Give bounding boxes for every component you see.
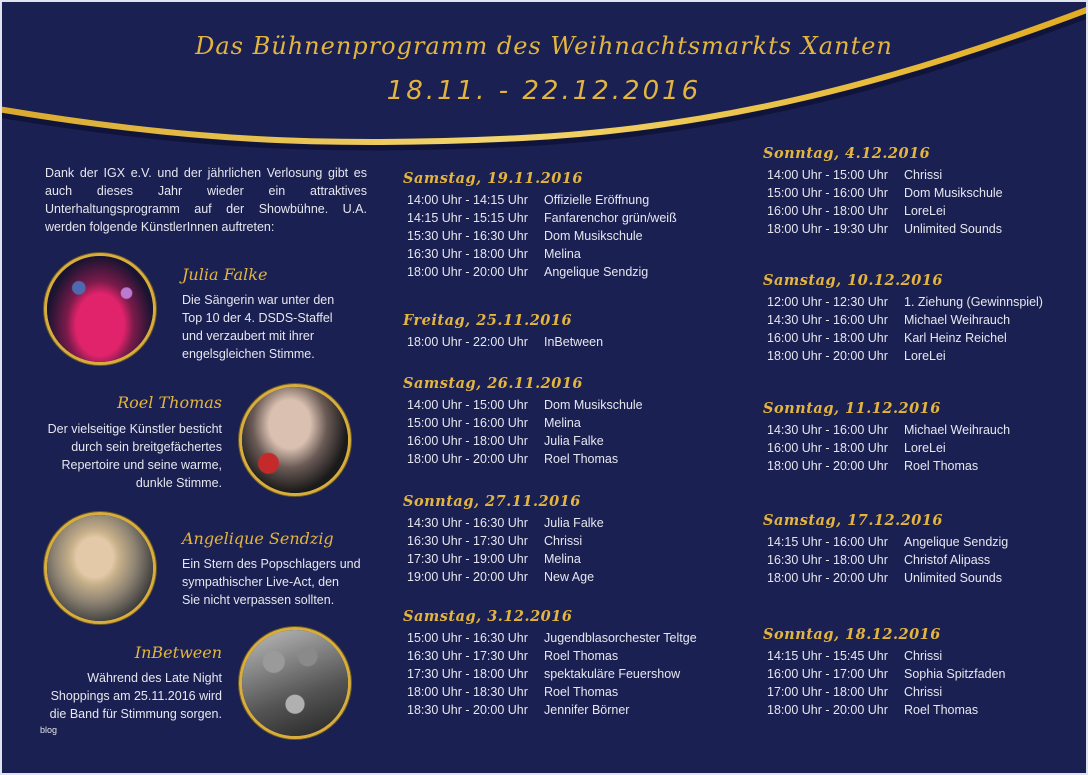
- schedule-day: [403, 170, 677, 281]
- desc-line: Top 10 der 4. DSDS-Staffel: [182, 311, 333, 325]
- artist-description: [182, 291, 334, 363]
- artist-name: InBetween: [134, 643, 222, 662]
- schedule-row: 16:00 Uhr - 18:00 Uhr LoreLei: [767, 440, 946, 455]
- schedule-row: 16:30 Uhr - 17:30 Uhr Chrissi: [407, 533, 583, 548]
- artist-description: [22, 420, 222, 492]
- schedule-row: 17:30 Uhr - 18:00 Uhr spektakuläre Feuershow: [407, 666, 681, 681]
- schedule-row: 19:00 Uhr - 20:00 Uhr New Age: [407, 569, 595, 584]
- desc-line: engelsgleichen Stimme.: [182, 347, 315, 361]
- schedule-day: [763, 145, 1003, 239]
- schedule-day: [403, 375, 643, 469]
- day-heading: Samstag, 26.11.2016: [403, 375, 584, 392]
- schedule-row: 16:00 Uhr - 18:00 Uhr LoreLei: [767, 203, 946, 218]
- schedule-row: 16:00 Uhr - 18:00 Uhr Julia Falke: [407, 433, 604, 448]
- schedule-row: 15:30 Uhr - 16:30 Uhr Dom Musikschule: [407, 228, 643, 243]
- day-heading: Samstag, 3.12.2016: [403, 608, 573, 625]
- schedule-row: 18:00 Uhr - 20:00 Uhr Angelique Sendzig: [407, 264, 649, 279]
- desc-line: Sie nicht verpassen sollten.: [182, 593, 335, 607]
- schedule-row: 14:15 Uhr - 16:00 Uhr Angelique Sendzig: [767, 535, 1009, 549]
- schedule-row: 15:00 Uhr - 16:30 Uhr Jugendblasorchester Teltge: [407, 631, 697, 645]
- schedule-row: 18:00 Uhr - 22:00 Uhr InBetween: [407, 335, 604, 349]
- artist-photo-roel-thomas: [239, 384, 351, 496]
- desc-line: sympathischer Live-Act, den: [182, 575, 340, 589]
- schedule-row: 16:30 Uhr - 18:00 Uhr Melina: [407, 246, 581, 261]
- schedule-day: [763, 272, 1043, 366]
- schedule-row: 18:00 Uhr - 20:00 Uhr Unlimited Sounds: [767, 570, 1002, 585]
- schedule-row: 18:30 Uhr - 20:00 Uhr Jennifer Börner: [407, 702, 630, 717]
- artist-name: Angelique Sendzig: [182, 529, 334, 548]
- desc-line: Repertoire und seine warme,: [61, 458, 222, 472]
- schedule-day: [763, 626, 1005, 720]
- desc-line: Shoppings am 25.11.2016 wird: [50, 689, 222, 703]
- day-heading: Freitag, 25.11.2016: [403, 312, 573, 329]
- desc-line: und verzaubert mit ihrer: [182, 329, 315, 343]
- artist-name: Roel Thomas: [117, 393, 222, 412]
- schedule-day: [403, 493, 604, 587]
- schedule-row: 16:00 Uhr - 18:00 Uhr Karl Heinz Reichel: [767, 330, 1007, 345]
- schedule-row: 14:00 Uhr - 15:00 Uhr Chrissi: [767, 168, 943, 182]
- date-range: 18.11. - 22.12.2016: [386, 76, 702, 106]
- day-heading: Sonntag, 27.11.2016: [403, 493, 581, 510]
- schedule-row: 15:00 Uhr - 16:00 Uhr Dom Musikschule: [767, 185, 1003, 200]
- artist-photo-angelique-sendzig: [44, 512, 156, 624]
- schedule-row: 14:30 Uhr - 16:00 Uhr Michael Weihrauch: [767, 312, 1011, 327]
- schedule-row: 17:30 Uhr - 19:00 Uhr Melina: [407, 551, 581, 566]
- desc-line: Während des Late Night: [87, 671, 222, 685]
- schedule-row: 16:30 Uhr - 18:00 Uhr Christof Alipass: [767, 552, 991, 567]
- schedule-row: 14:15 Uhr - 15:15 Uhr Fanfarenchor grün/weiß: [407, 210, 677, 225]
- schedule-row: 15:00 Uhr - 16:00 Uhr Melina: [407, 415, 581, 430]
- page-title: Das Bühnenprogramm des Weihnachtsmarkts Xanten: [195, 32, 893, 60]
- schedule-day: [403, 608, 697, 719]
- schedule-row: 14:15 Uhr - 15:45 Uhr Chrissi: [767, 649, 943, 663]
- footer-note: blog: [40, 725, 58, 735]
- schedule-row: 16:00 Uhr - 17:00 Uhr Sophia Spitzfaden: [767, 666, 1006, 681]
- schedule-row: 14:30 Uhr - 16:30 Uhr Julia Falke: [407, 516, 604, 530]
- schedule-row: 14:00 Uhr - 15:00 Uhr Dom Musikschule: [407, 398, 643, 412]
- intro-text: Dank der IGX e.V. und der jährlichen Verlosung gibt es auch dieses Jahr wieder ein attraktives Unterhaltungsprogramm auf der Showbühne. U.A. werden folgende KünstlerInnen auftreten:: [45, 166, 367, 234]
- schedule-day: [403, 312, 603, 352]
- schedule-row: 18:00 Uhr - 20:00 Uhr LoreLei: [767, 348, 946, 363]
- schedule-row: 14:30 Uhr - 16:00 Uhr Michael Weihrauch: [767, 423, 1011, 437]
- day-heading: Sonntag, 11.12.2016: [763, 400, 941, 417]
- schedule-row: 18:00 Uhr - 20:00 Uhr Roel Thomas: [767, 702, 979, 717]
- desc-line: durch sein breitgefächertes: [71, 440, 222, 454]
- schedule-row: 18:00 Uhr - 20:00 Uhr Roel Thomas: [767, 458, 979, 473]
- day-heading: Sonntag, 4.12.2016: [763, 145, 931, 162]
- desc-line: Ein Stern des Popschlagers und: [182, 557, 361, 571]
- program-flyer: [2, 2, 1086, 773]
- schedule-row: 18:00 Uhr - 20:00 Uhr Roel Thomas: [407, 451, 619, 466]
- day-heading: Samstag, 10.12.2016: [763, 272, 944, 289]
- schedule-row: 12:00 Uhr - 12:30 Uhr 1. Ziehung (Gewinnspiel): [767, 295, 1043, 309]
- schedule-row: 16:30 Uhr - 17:30 Uhr Roel Thomas: [407, 648, 619, 663]
- artist-description: [22, 669, 222, 723]
- desc-line: Der vielseitige Künstler besticht: [47, 422, 222, 436]
- day-heading: Samstag, 17.12.2016: [763, 512, 944, 529]
- artist-name: Julia Falke: [182, 265, 268, 284]
- artist-photo-inbetween: [239, 627, 351, 739]
- schedule-row: 18:00 Uhr - 18:30 Uhr Roel Thomas: [407, 684, 619, 699]
- desc-line: die Band für Stimmung sorgen.: [49, 707, 222, 721]
- day-heading: Samstag, 19.11.2016: [403, 170, 584, 187]
- schedule-row: 17:00 Uhr - 18:00 Uhr Chrissi: [767, 684, 943, 699]
- schedule-row: 14:00 Uhr - 14:15 Uhr Offizielle Eröffnung: [407, 193, 650, 207]
- schedule-day: [763, 400, 1010, 476]
- artist-description: [182, 555, 361, 609]
- desc-line: dunkle Stimme.: [135, 476, 222, 490]
- day-heading: Sonntag, 18.12.2016: [763, 626, 941, 643]
- schedule-row: 18:00 Uhr - 19:30 Uhr Unlimited Sounds: [767, 221, 1002, 236]
- schedule-day: [763, 512, 1008, 588]
- desc-line: Die Sängerin war unter den: [182, 293, 335, 307]
- artist-photo-julia-falke: [44, 253, 156, 365]
